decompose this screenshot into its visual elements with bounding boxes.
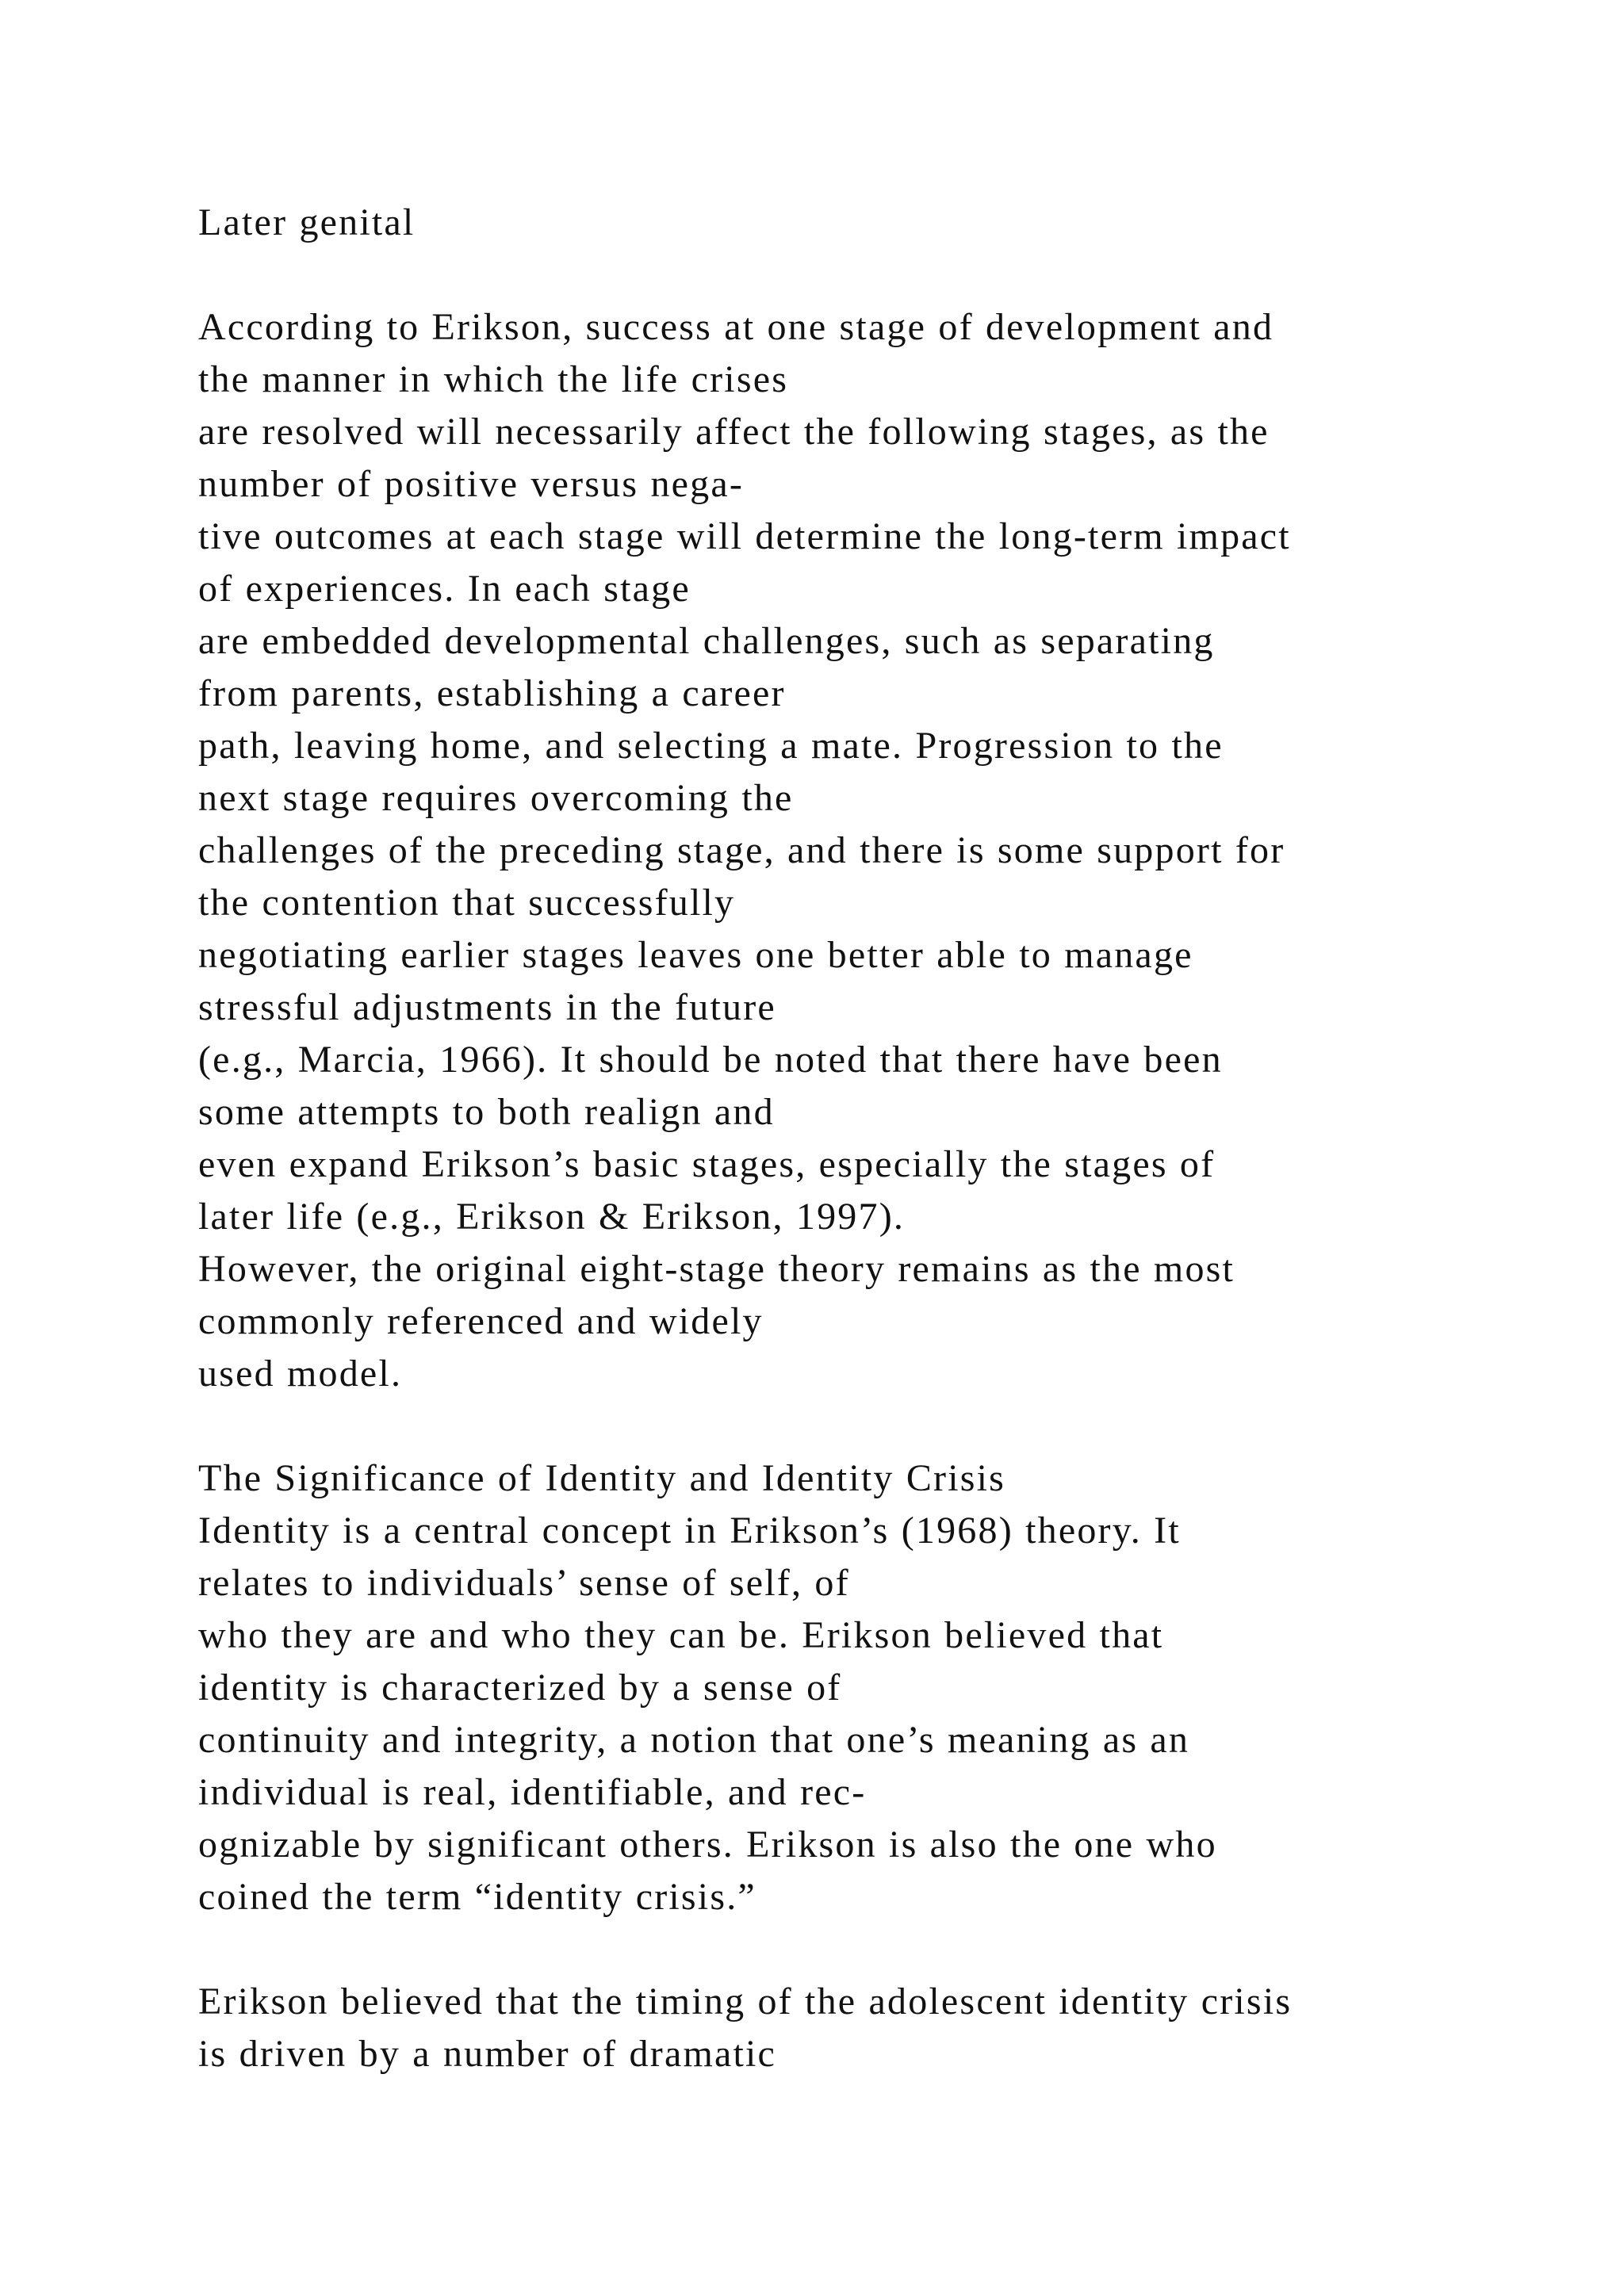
text-line: individual is real, identifiable, and rec- — [198, 1771, 867, 1813]
text-line: used model. — [198, 1353, 403, 1395]
text-line: who they are and who they can be. Erikson believed that — [198, 1614, 1164, 1656]
document-body — [198, 197, 1594, 2080]
text-line: the manner in which the life crises — [198, 358, 789, 400]
blank-line — [198, 249, 1594, 301]
text-line: even expand Erikson’s basic stages, especially the stages of — [198, 1143, 1216, 1185]
text-line: is driven by a number of dramatic — [198, 2033, 777, 2075]
text-line: (e.g., Marcia, 1966). It should be noted that there have been — [198, 1039, 1223, 1081]
text-line: the contention that successfully — [198, 882, 736, 924]
text-line: tive outcomes at each stage will determine the long-term impact — [198, 515, 1291, 557]
text-line: path, leaving home, and selecting a mate. Progression to the — [198, 725, 1224, 767]
text-line: commonly referenced and widely — [198, 1300, 764, 1342]
text-line: relates to individuals’ sense of self, of — [198, 1562, 850, 1604]
section-heading: Later genital — [198, 201, 416, 243]
text-line: negotiating earlier stages leaves one better able to manage — [198, 934, 1193, 976]
text-line: next stage requires overcoming the — [198, 777, 794, 819]
text-line: some attempts to both realign and — [198, 1091, 775, 1133]
section-heading: The Significance of Identity and Identity Crisis — [198, 1457, 1006, 1499]
text-line: stressful adjustments in the future — [198, 986, 776, 1028]
text-line: challenges of the preceding stage, and there is some support for — [198, 829, 1285, 871]
text-line: However, the original eight-stage theory remains as the most — [198, 1248, 1235, 1290]
text-line: According to Erikson, success at one stage of development and — [198, 306, 1274, 348]
text-line: of experiences. In each stage — [198, 568, 691, 610]
text-line: are resolved will necessarily affect the following stages, as the — [198, 411, 1270, 453]
text-line: Identity is a central concept in Erikson’s (1968) theory. It — [198, 1510, 1181, 1552]
text-line: identity is characterized by a sense of — [198, 1667, 842, 1709]
text-line: ognizable by significant others. Erikson is also the one who — [198, 1823, 1217, 1866]
text-line: coined the term “identity crisis.” — [198, 1876, 756, 1918]
text-line: are embedded developmental challenges, such as separating — [198, 620, 1215, 662]
text-line: from parents, establishing a career — [198, 672, 786, 714]
text-line: continuity and integrity, a notion that one’s meaning as an — [198, 1719, 1190, 1761]
blank-line — [198, 1400, 1594, 1452]
text-line: later life (e.g., Erikson & Erikson, 1997). — [198, 1196, 906, 1238]
text-line: number of positive versus nega- — [198, 463, 745, 505]
blank-line — [198, 1923, 1594, 1976]
text-line: Erikson believed that the timing of the adolescent identity crisis — [198, 1980, 1293, 2022]
